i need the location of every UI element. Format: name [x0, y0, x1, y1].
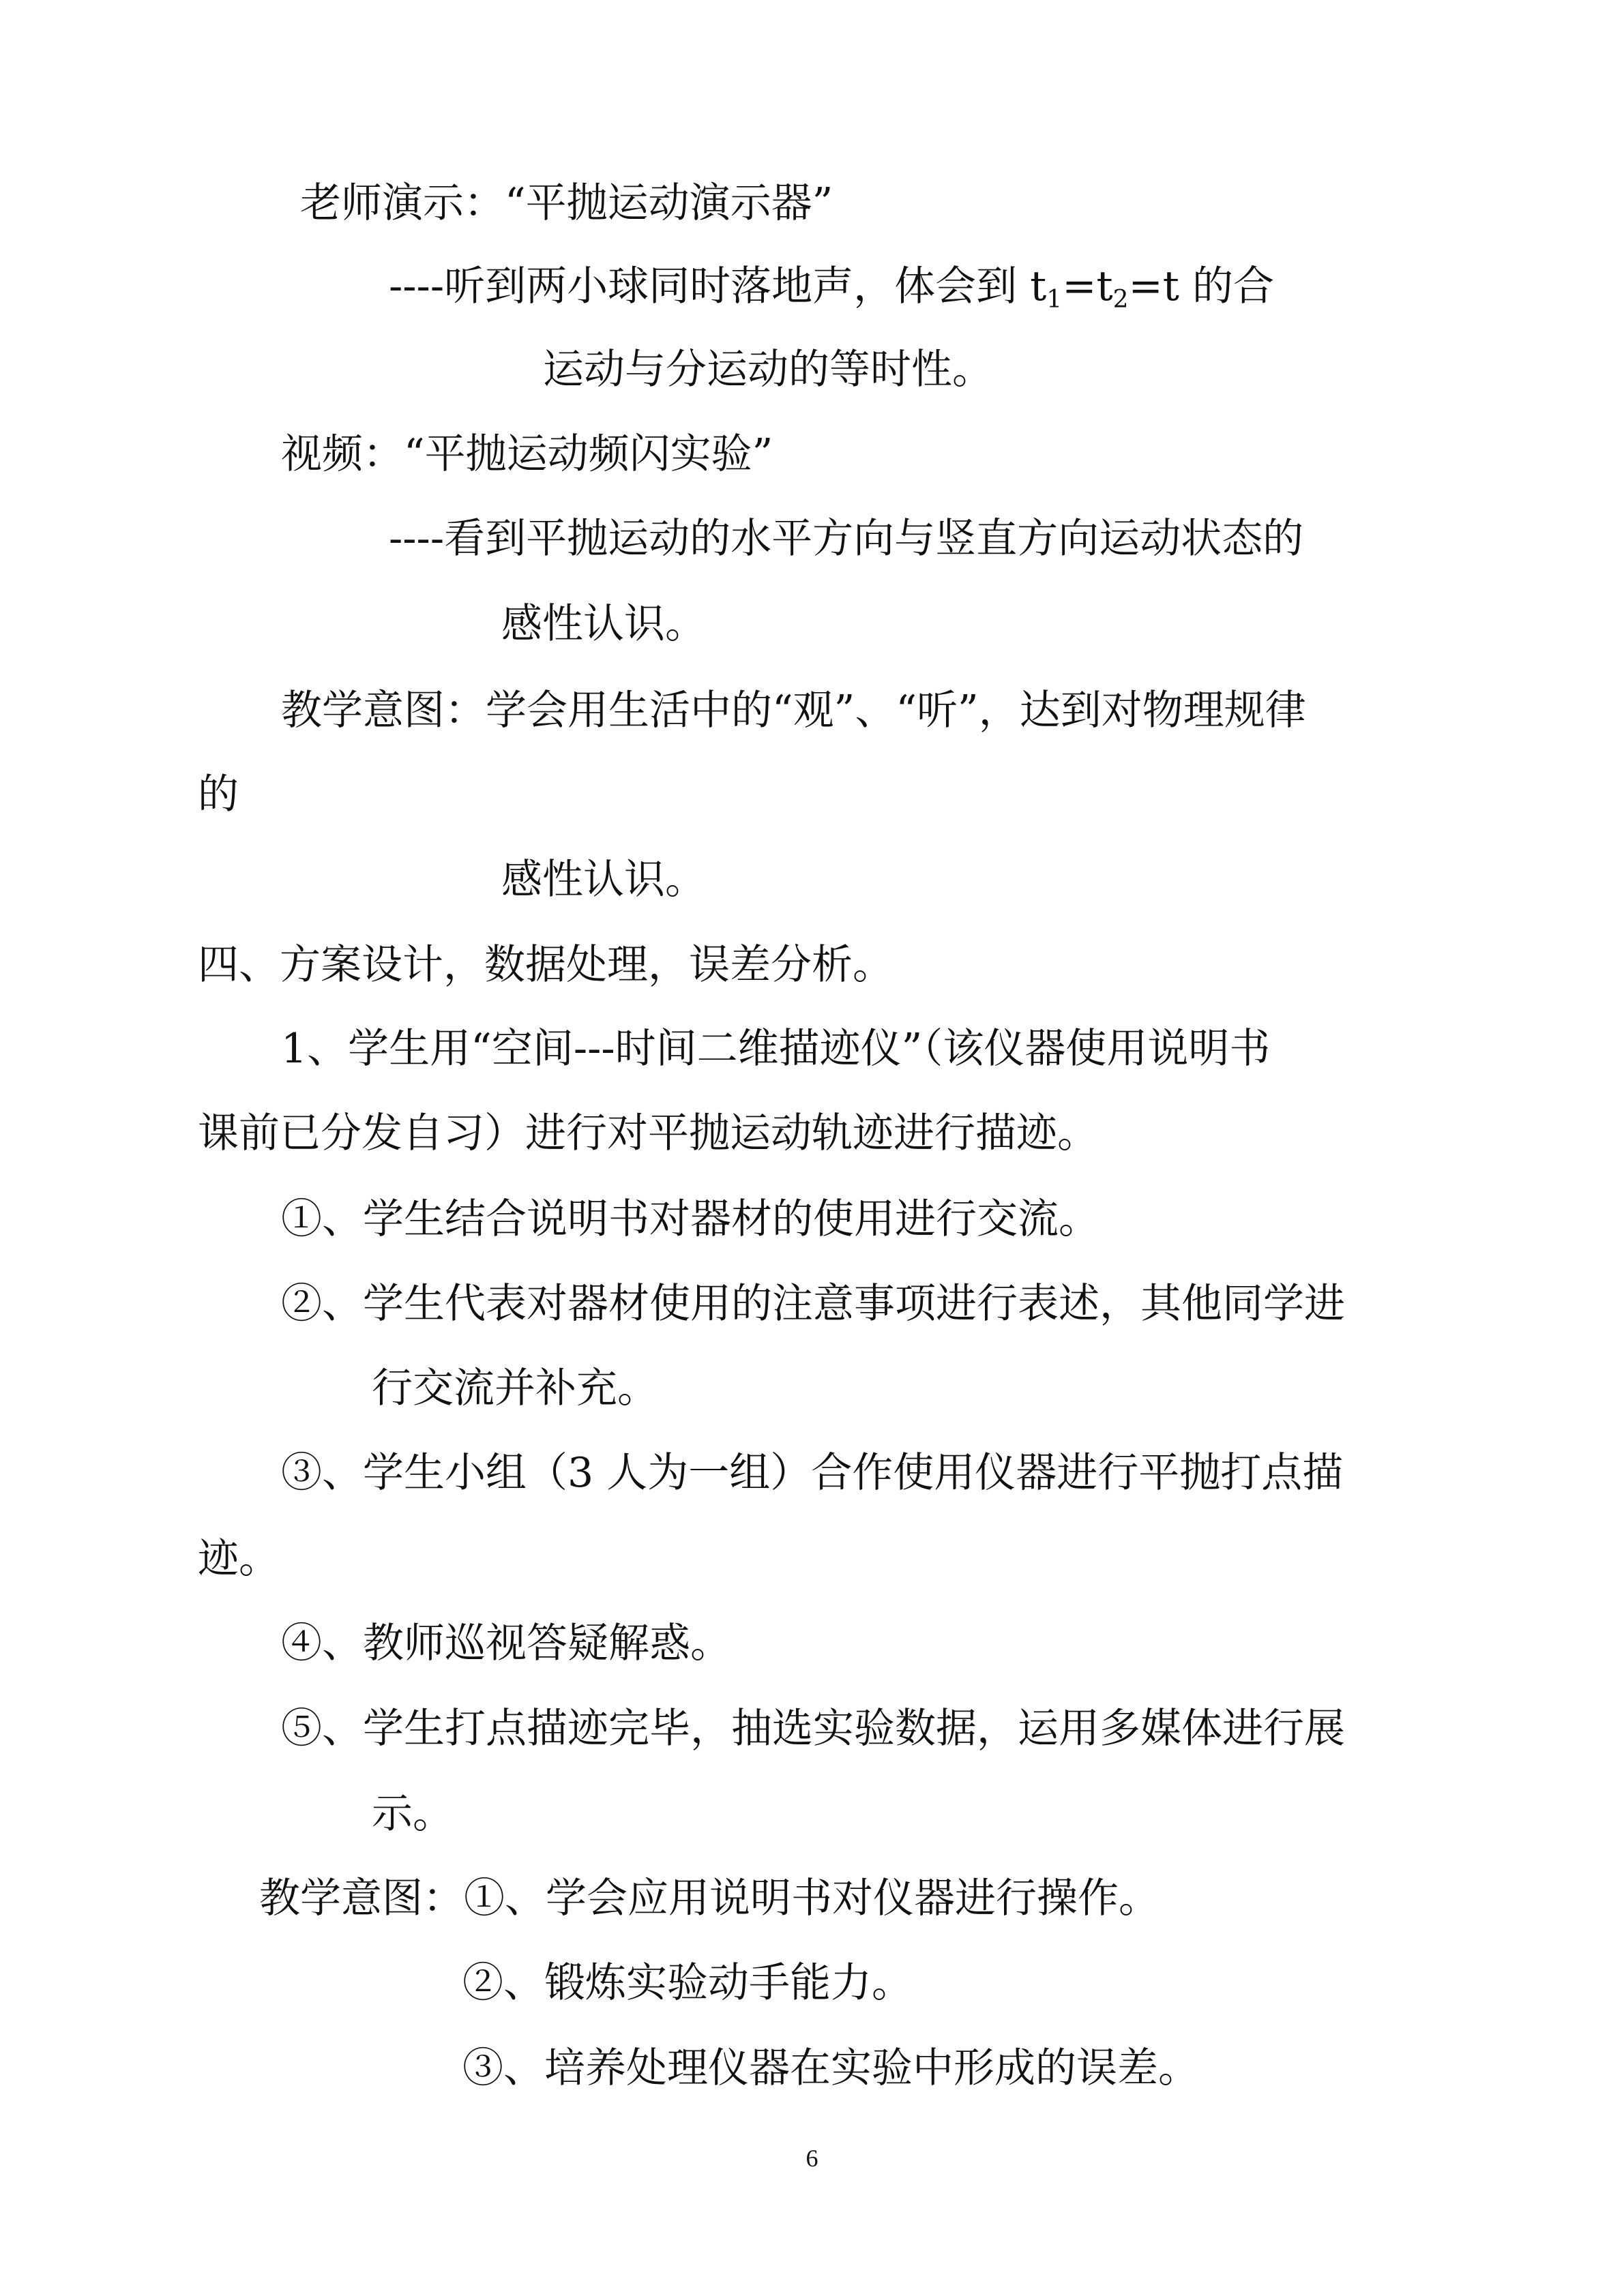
line-intent-2-item-3: ③、培养处理仪器在实验中形成的误差。: [462, 2044, 1199, 2092]
line-step-3-cont: 迹。: [198, 1535, 280, 1583]
line-isochronism: 运动与分运动的等时性。: [543, 346, 993, 393]
line-intent-1-cont: 的: [198, 771, 239, 818]
line-step-2: ②、学生代表对器材使用的注意事项进行表述，其他同学进: [281, 1280, 1345, 1328]
line-teacher-demo: 老师演示：“平抛运动演示器”: [300, 179, 833, 227]
line-step-1: ①、学生结合说明书对器材的使用进行交流。: [281, 1195, 1099, 1243]
line-see-motion: ----看到平抛运动的水平方向与竖直方向运动状态的: [389, 515, 1304, 563]
line-hear-landing-text-c: =t 的合: [1128, 263, 1274, 310]
line-step-3: ③、学生小组（3 人为一组）合作使用仪器进行平抛打点描: [281, 1449, 1344, 1497]
subscript-1: 1: [1046, 285, 1063, 314]
line-step-5: ⑤、学生打点描迹完毕，抽选实验数据，运用多媒体进行展: [281, 1705, 1345, 1753]
line-hear-landing-text-a: ----听到两小球同时落地声，体会到 t: [389, 263, 1047, 310]
line-video: 视频：“平抛运动频闪实验”: [281, 430, 773, 478]
line-hear-landing-text-b: =t: [1062, 263, 1113, 310]
section-heading-four: 四、方案设计，数据处理，误差分析。: [198, 941, 894, 989]
line-intent-2: 教学意图：①、学会应用说明书对仪器进行操作。: [259, 1875, 1160, 1922]
line-step-5-cont: 示。: [372, 1790, 454, 1838]
line-step-4: ④、教师巡视答疑解惑。: [281, 1620, 731, 1667]
page-number: 6: [806, 2145, 818, 2172]
line-item-1: 1、学生用“空间---时间二维描迹仪”（该仪器使用说明书: [281, 1025, 1271, 1073]
line-perceptual-1: 感性认识。: [501, 600, 706, 648]
line-hear-landing: [389, 259, 1274, 314]
line-item-1-cont: 课前已分发自习）进行对平抛运动轨迹进行描迹。: [198, 1109, 1098, 1157]
line-intent-2-item-2: ②、锻炼实验动手能力。: [462, 1959, 913, 2007]
line-perceptual-2: 感性认识。: [501, 856, 706, 904]
line-intent-1: 教学意图：学会用生活中的“观”、“听”，达到对物理规律: [281, 687, 1306, 734]
line-step-2-cont: 行交流并补充。: [372, 1365, 658, 1412]
subscript-2: 2: [1112, 285, 1129, 314]
